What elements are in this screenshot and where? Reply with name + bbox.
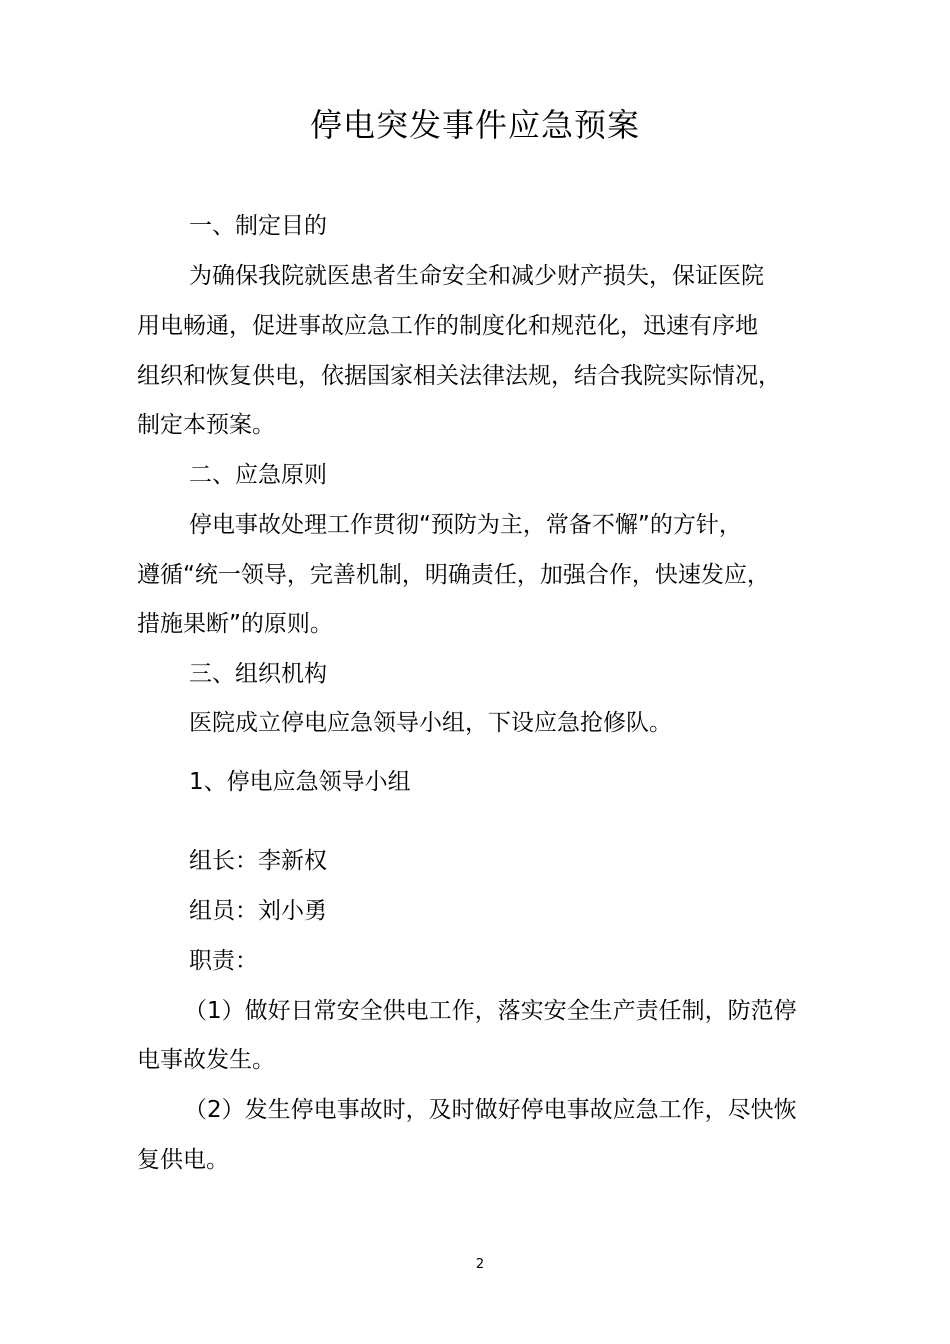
paragraph-line: 医院成立停电应急领导小组，下设应急抢修队。 — [189, 710, 672, 736]
paragraph-line: 电事故发生。 — [137, 1047, 275, 1073]
paragraph-line: 组织和恢复供电，依据国家相关法律法规，结合我院实际情况， — [137, 363, 781, 389]
paragraph-line: 为确保我院就医患者生命安全和减少财产损失，保证医院 — [189, 263, 764, 289]
duty-item-2: （2）发生停电事故时，及时做好停电事故应急工作，尽快恢 — [184, 1097, 797, 1123]
paragraph-line: 措施果断”的原则。 — [137, 611, 333, 637]
paragraph-line: 停电事故处理工作贯彻“预防为主，常备不懈”的方针， — [189, 512, 742, 538]
paragraph-line: 制定本预案。 — [137, 412, 275, 438]
page-number: 2 — [475, 1257, 485, 1272]
section-heading-principles: 二、应急原则 — [189, 462, 327, 488]
group-member: 组员：刘小勇 — [189, 898, 327, 924]
duties-label: 职责： — [189, 948, 258, 974]
subsection-heading-leadership-group: 1、停电应急领导小组 — [189, 769, 411, 795]
section-heading-purpose: 一、制定目的 — [189, 213, 327, 239]
paragraph-line: 复供电。 — [137, 1147, 229, 1173]
paragraph-line: 遵循“统一领导，完善机制，明确责任，加强合作，快速发应， — [137, 562, 770, 588]
group-leader: 组长：李新权 — [189, 848, 327, 874]
duty-item-1: （1）做好日常安全供电工作，落实安全生产责任制，防范停 — [184, 998, 797, 1024]
document-title: 停电突发事件应急预案 — [309, 106, 640, 144]
section-heading-organization: 三、组织机构 — [189, 661, 327, 687]
paragraph-line: 用电畅通，促进事故应急工作的制度化和规范化，迅速有序地 — [137, 313, 758, 339]
